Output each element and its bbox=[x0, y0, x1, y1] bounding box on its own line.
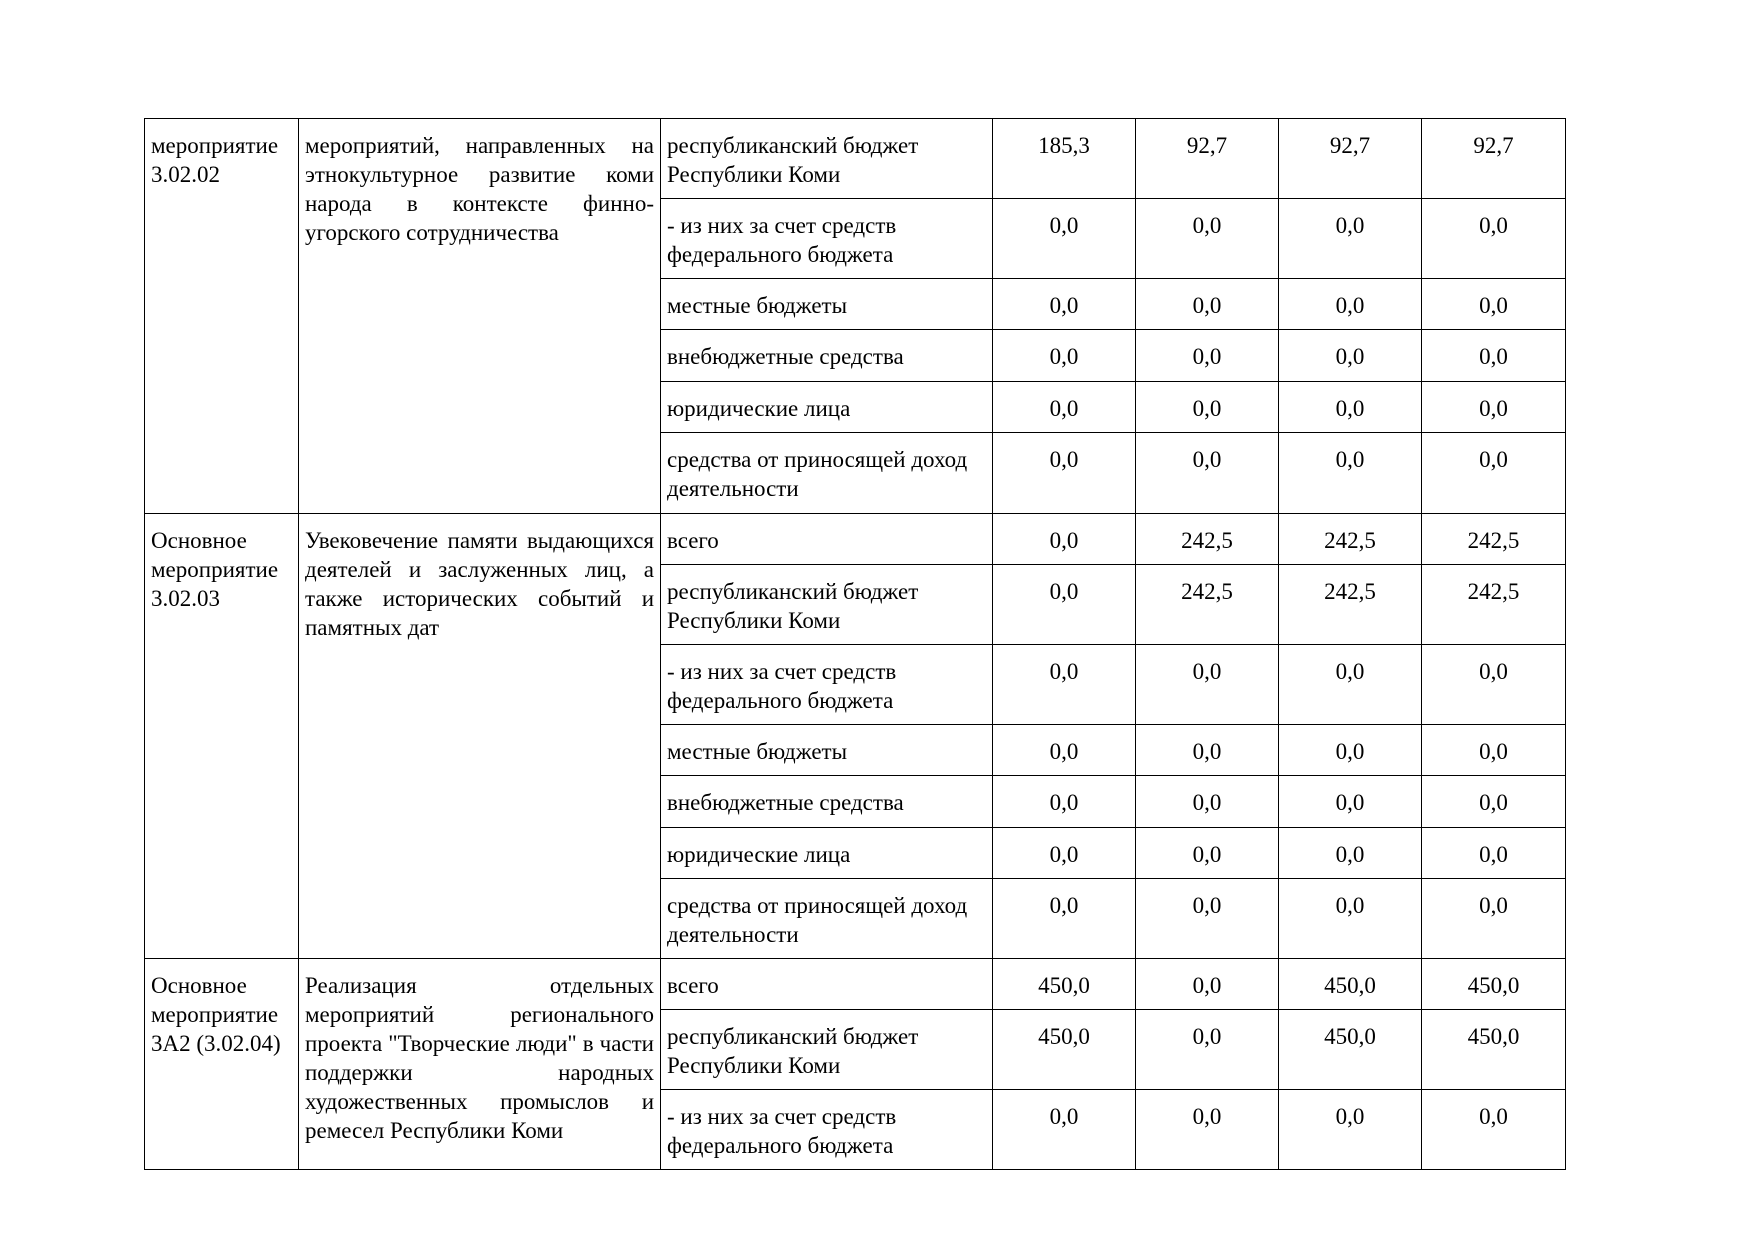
activity-name: Реализация отдельных мероприятий регионального проекта "Творческие люди" в части поддержки народных художественных промыслов и ремесел Республики Коми bbox=[299, 959, 661, 1170]
value-col-4: 92,7 bbox=[1422, 119, 1566, 199]
value-col-2: 0,0 bbox=[1136, 1090, 1279, 1170]
value-col-3: 0,0 bbox=[1279, 828, 1422, 879]
value-col-1: 0,0 bbox=[993, 382, 1136, 433]
value-col-4: 0,0 bbox=[1422, 382, 1566, 433]
value-col-2: 92,7 bbox=[1136, 119, 1279, 199]
value-col-4: 242,5 bbox=[1422, 514, 1566, 565]
funding-source: местные бюджеты bbox=[661, 725, 993, 776]
value-col-4: 0,0 bbox=[1422, 1090, 1566, 1170]
value-col-1: 0,0 bbox=[993, 725, 1136, 776]
value-col-3: 242,5 bbox=[1279, 514, 1422, 565]
value-col-1: 0,0 bbox=[993, 514, 1136, 565]
funding-source: - из них за счет средств федерального бюджета bbox=[661, 199, 993, 279]
funding-source: юридические лица bbox=[661, 382, 993, 433]
funding-source: всего bbox=[661, 514, 993, 565]
value-col-4: 0,0 bbox=[1422, 725, 1566, 776]
value-col-3: 0,0 bbox=[1279, 330, 1422, 382]
value-col-3: 0,0 bbox=[1279, 879, 1422, 959]
value-col-2: 0,0 bbox=[1136, 330, 1279, 382]
table-row bbox=[145, 514, 1566, 565]
funding-source: внебюджетные средства bbox=[661, 330, 993, 382]
value-col-3: 450,0 bbox=[1279, 1010, 1422, 1090]
value-col-2: 0,0 bbox=[1136, 879, 1279, 959]
value-col-3: 0,0 bbox=[1279, 776, 1422, 828]
value-col-3: 0,0 bbox=[1279, 725, 1422, 776]
funding-source: - из них за счет средств федерального бюджета bbox=[661, 1090, 993, 1170]
value-col-2: 0,0 bbox=[1136, 382, 1279, 433]
activity-code: мероприятие 3.02.02 bbox=[145, 119, 299, 514]
value-col-1: 450,0 bbox=[993, 959, 1136, 1010]
value-col-3: 0,0 bbox=[1279, 199, 1422, 279]
value-col-4: 242,5 bbox=[1422, 565, 1566, 645]
value-col-1: 0,0 bbox=[993, 330, 1136, 382]
value-col-4: 0,0 bbox=[1422, 279, 1566, 330]
value-col-2: 0,0 bbox=[1136, 199, 1279, 279]
value-col-3: 0,0 bbox=[1279, 433, 1422, 514]
value-col-3: 450,0 bbox=[1279, 959, 1422, 1010]
funding-source: республиканский бюджет Республики Коми bbox=[661, 119, 993, 199]
value-col-4: 0,0 bbox=[1422, 330, 1566, 382]
funding-source: местные бюджеты bbox=[661, 279, 993, 330]
value-col-1: 0,0 bbox=[993, 565, 1136, 645]
value-col-2: 0,0 bbox=[1136, 1010, 1279, 1090]
table-row bbox=[145, 959, 1566, 1010]
funding-source: юридические лица bbox=[661, 828, 993, 879]
funding-source: республиканский бюджет Республики Коми bbox=[661, 1010, 993, 1090]
value-col-2: 0,0 bbox=[1136, 776, 1279, 828]
value-col-4: 0,0 bbox=[1422, 645, 1566, 725]
value-col-2: 242,5 bbox=[1136, 565, 1279, 645]
value-col-1: 0,0 bbox=[993, 433, 1136, 514]
value-col-1: 185,3 bbox=[993, 119, 1136, 199]
activity-code: Основное мероприятие 3.02.03 bbox=[145, 514, 299, 959]
value-col-3: 0,0 bbox=[1279, 382, 1422, 433]
value-col-1: 0,0 bbox=[993, 776, 1136, 828]
value-col-2: 0,0 bbox=[1136, 828, 1279, 879]
value-col-3: 0,0 bbox=[1279, 279, 1422, 330]
table-row bbox=[145, 119, 1566, 199]
value-col-3: 0,0 bbox=[1279, 1090, 1422, 1170]
budget-table bbox=[144, 118, 1566, 1170]
value-col-2: 242,5 bbox=[1136, 514, 1279, 565]
value-col-1: 0,0 bbox=[993, 1090, 1136, 1170]
value-col-4: 450,0 bbox=[1422, 959, 1566, 1010]
value-col-1: 0,0 bbox=[993, 279, 1136, 330]
value-col-3: 92,7 bbox=[1279, 119, 1422, 199]
value-col-3: 242,5 bbox=[1279, 565, 1422, 645]
value-col-2: 0,0 bbox=[1136, 725, 1279, 776]
value-col-1: 450,0 bbox=[993, 1010, 1136, 1090]
value-col-4: 0,0 bbox=[1422, 776, 1566, 828]
value-col-4: 0,0 bbox=[1422, 199, 1566, 279]
value-col-2: 0,0 bbox=[1136, 433, 1279, 514]
value-col-4: 0,0 bbox=[1422, 879, 1566, 959]
value-col-3: 0,0 bbox=[1279, 645, 1422, 725]
value-col-1: 0,0 bbox=[993, 828, 1136, 879]
value-col-1: 0,0 bbox=[993, 879, 1136, 959]
value-col-4: 0,0 bbox=[1422, 828, 1566, 879]
value-col-2: 0,0 bbox=[1136, 959, 1279, 1010]
activity-code: Основное мероприятие 3А2 (3.02.04) bbox=[145, 959, 299, 1170]
activity-name: Увековечение памяти выдающихся деятелей и заслуженных лиц, а также исторических событий и памятных дат bbox=[299, 514, 661, 959]
funding-source: всего bbox=[661, 959, 993, 1010]
value-col-4: 450,0 bbox=[1422, 1010, 1566, 1090]
value-col-2: 0,0 bbox=[1136, 279, 1279, 330]
value-col-2: 0,0 bbox=[1136, 645, 1279, 725]
activity-name: мероприятий, направленных на этнокультурное развитие коми народа в контексте финно-угорского сотрудничества bbox=[299, 119, 661, 514]
funding-source: внебюджетные средства bbox=[661, 776, 993, 828]
value-col-1: 0,0 bbox=[993, 645, 1136, 725]
value-col-1: 0,0 bbox=[993, 199, 1136, 279]
funding-source: республиканский бюджет Республики Коми bbox=[661, 565, 993, 645]
funding-source: средства от приносящей доход деятельности bbox=[661, 879, 993, 959]
funding-source: - из них за счет средств федерального бюджета bbox=[661, 645, 993, 725]
funding-source: средства от приносящей доход деятельности bbox=[661, 433, 993, 514]
value-col-4: 0,0 bbox=[1422, 433, 1566, 514]
